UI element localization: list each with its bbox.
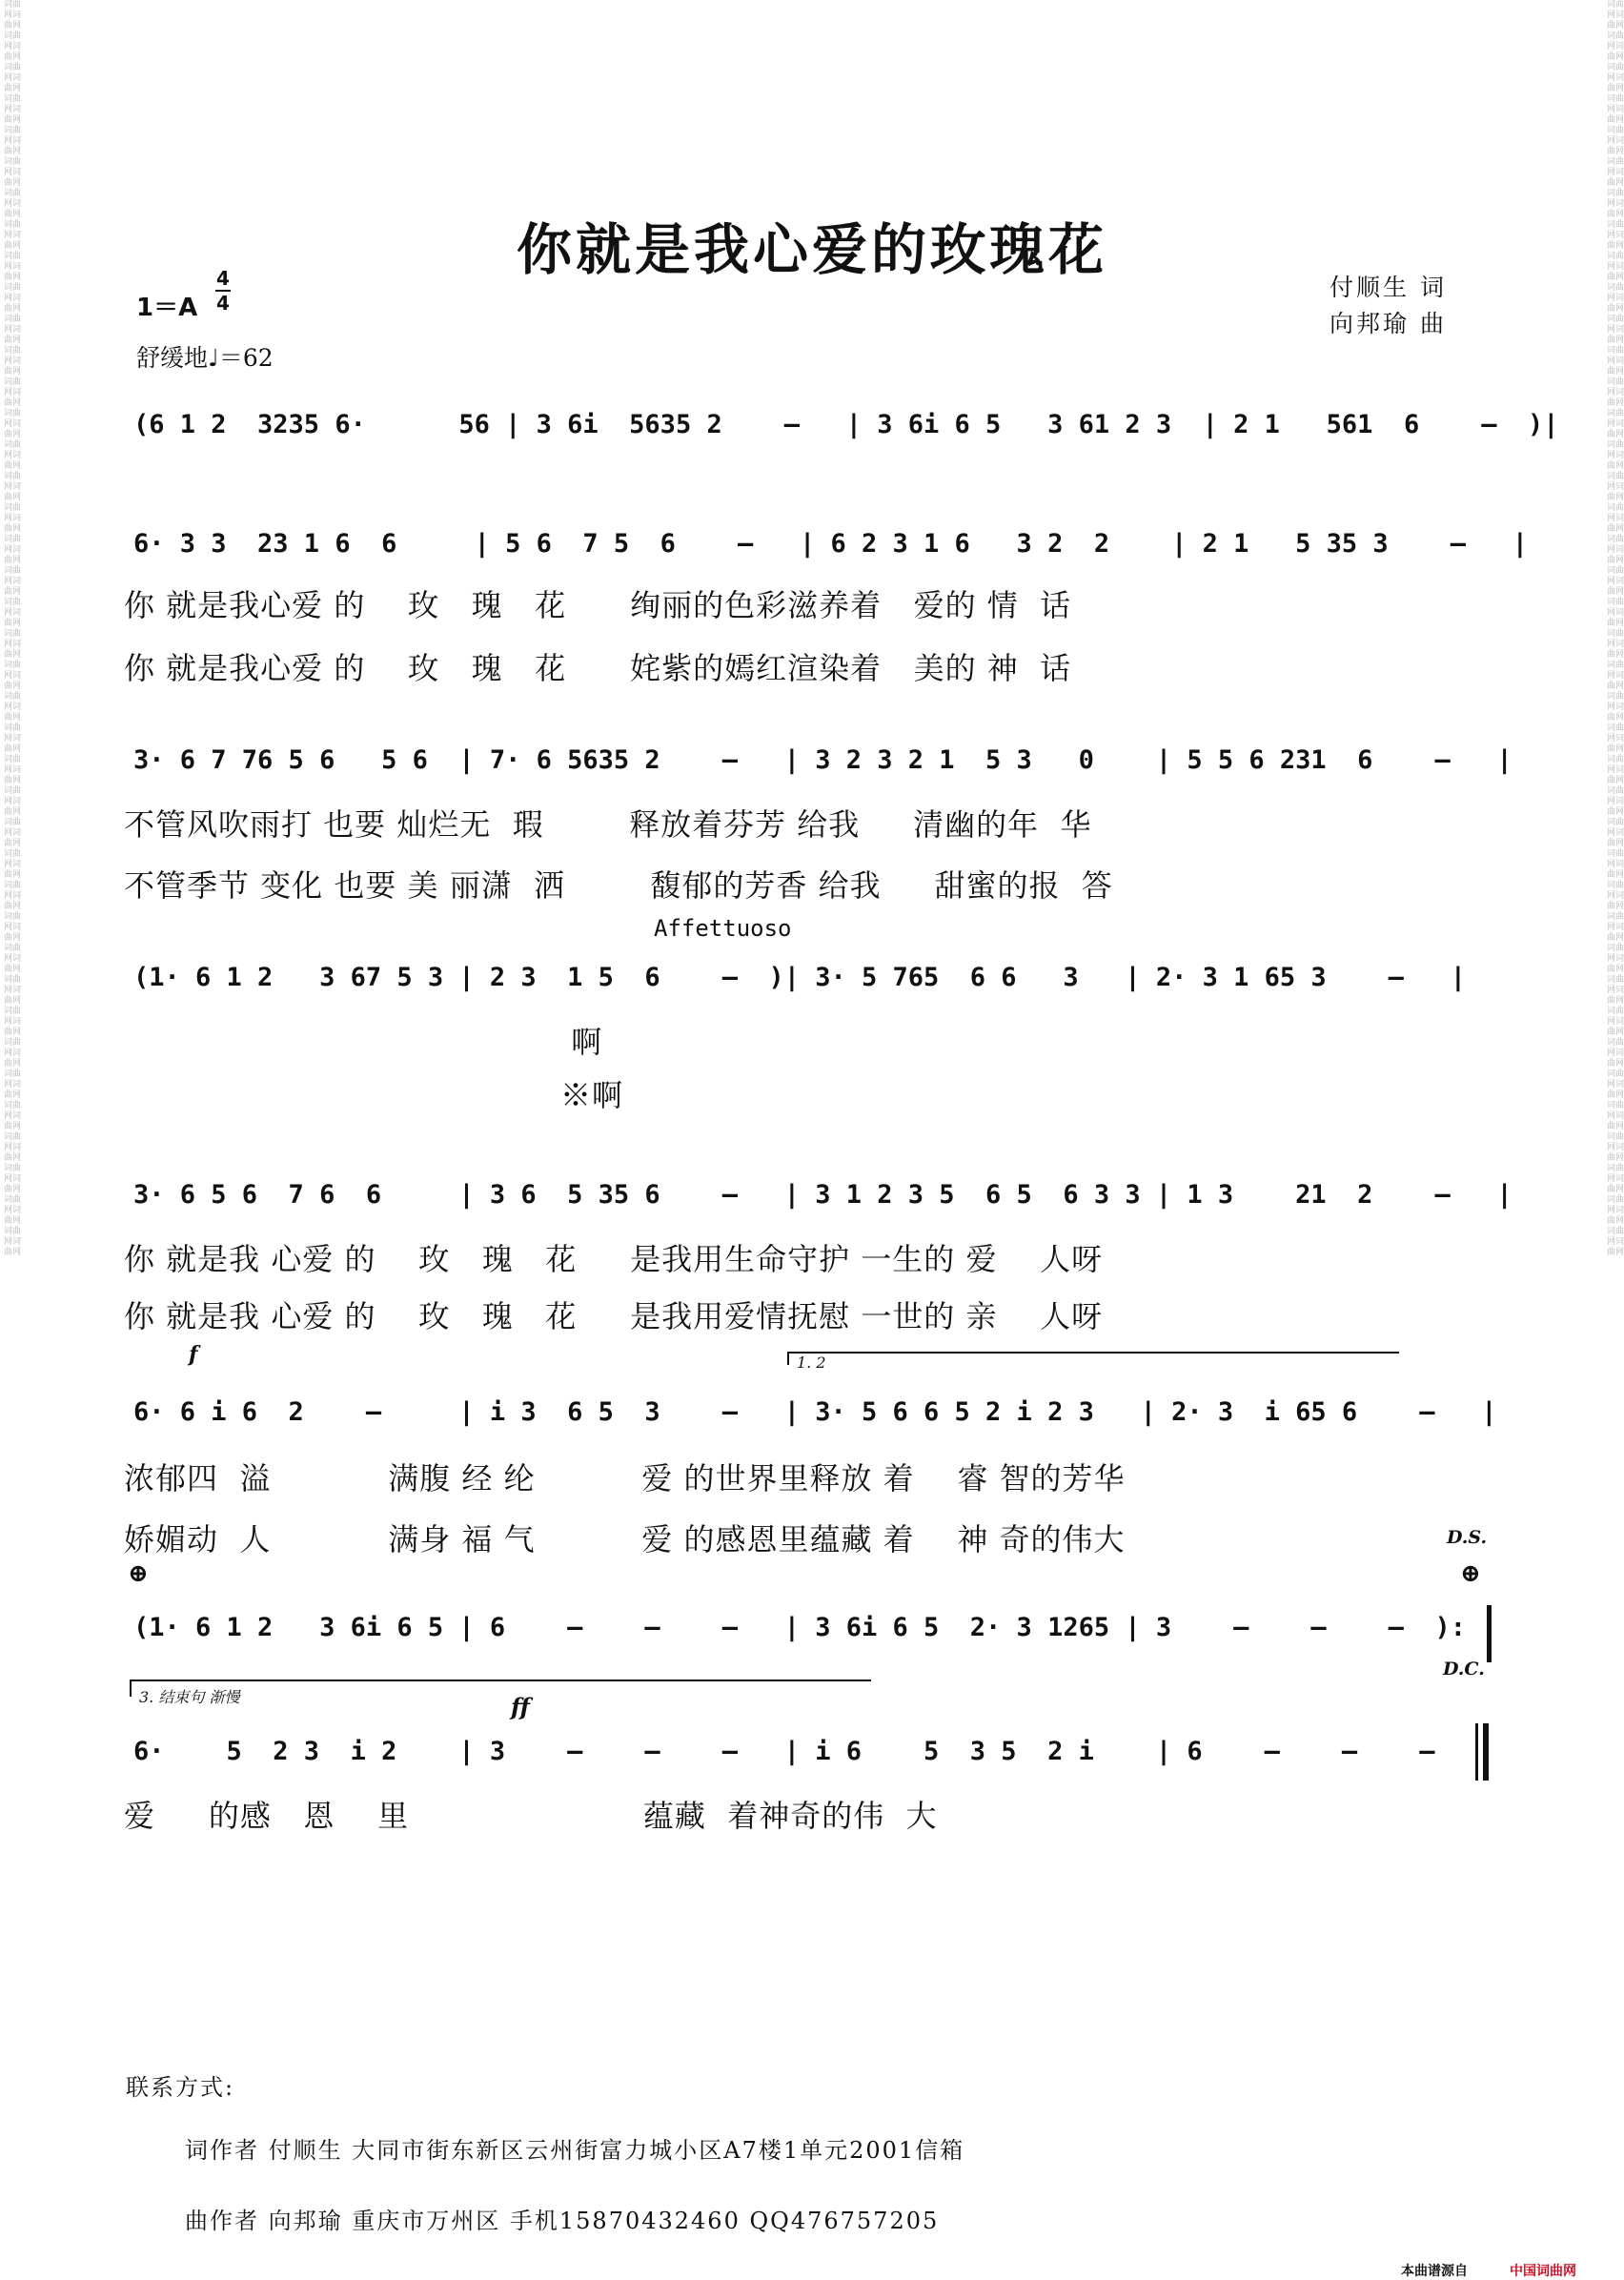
da-capo-marking: D.C. bbox=[1443, 1659, 1485, 1679]
lyric-line-6-verse-1: 浓郁四 溢 满腹 经 纶 爱 的世界里释放 着 睿 智的芳华 bbox=[124, 1460, 1126, 1496]
lyric-line-8: 爱 的感 恩 里 蕴藏 着神奇的伟 大 bbox=[124, 1798, 938, 1834]
watermark-strip-left: 词曲网词曲网词曲网词曲网词曲网词曲网词曲网词曲网词曲网词曲网词曲网词曲网词曲网词曲网词曲网词曲网词曲网词曲网词曲网词曲网词曲网词曲网词曲网词曲网词曲网词曲网词曲网词曲网词曲网词曲网词曲网词曲网词曲网词曲网词曲网词曲网词曲网词曲网词曲网词曲网词曲网词曲网词曲网词曲网词曲网词曲网词曲网词曲网词曲网词曲网词曲网词曲网词曲网词曲网词曲网词曲网词曲网词曲网词曲网词曲网词曲网词曲网词曲网词曲网词曲网词曲网词曲网词曲网词曲网词曲网词曲网词曲网词曲网词曲网词曲网词曲网词曲网词曲网词曲网词曲网 bbox=[4, 0, 21, 1257]
time-signature bbox=[213, 267, 233, 315]
coda-sign-right: ⊕ bbox=[1460, 1559, 1481, 1588]
dynamic-fortissimo: ff bbox=[511, 1693, 530, 1720]
lyric-line-3-verse-1: 不管风吹雨打 也要 灿烂无 瑕 释放着芬芳 给我 清幽的年 华 bbox=[124, 806, 1092, 843]
contact-label: 联系方式: bbox=[126, 2074, 235, 2101]
coda-sign-left: ⊕ bbox=[128, 1559, 149, 1588]
lyric-line-4-verse-1: 啊 bbox=[124, 1024, 603, 1060]
dal-segno-marking: D.S. bbox=[1447, 1527, 1488, 1548]
notation-line-8: 6· 5 2 3 i 2 | 3 – – – | i 6 5 3 5 2 i | 6 – – – bbox=[133, 1737, 1435, 1766]
dynamic-forte: f bbox=[189, 1342, 198, 1367]
lyricist-credit: 付顺生 词 bbox=[1330, 274, 1447, 301]
lyric-line-3-verse-2: 不管季节 变化 也要 美 丽潇 洒 馥郁的芳香 给我 甜蜜的报 答 bbox=[124, 867, 1113, 904]
footer-source-text: 本曲谱源自 bbox=[1401, 2264, 1468, 2279]
lyric-line-4-verse-2: ※啊 bbox=[124, 1077, 624, 1113]
lyric-line-5-verse-2: 你 就是我 心爱 的 玫 瑰 花 是我用爱情抚慰 一世的 亲 人呀 bbox=[124, 1298, 1104, 1334]
score-title: 你就是我心爱的玫瑰花 bbox=[516, 217, 1107, 282]
tempo-text: 舒缓地 bbox=[136, 344, 209, 372]
notation-line-1: (6 1 2 3235 6· 56 | 3 6i 5635 2 – | 3 6i 6 5 3 61 2 3 | 2 1 561 6 – )| bbox=[133, 410, 1559, 439]
final-barline-thin bbox=[1475, 1723, 1478, 1781]
tempo-value: ＝62 bbox=[218, 344, 274, 372]
volta-line-3 bbox=[130, 1679, 871, 1697]
notation-line-4: (1· 6 1 2 3 67 5 3 | 2 3 1 5 6 – )| 3· 5 765 6 6 3 | 2· 3 1 65 3 – | bbox=[133, 963, 1466, 992]
tempo-marking bbox=[136, 339, 274, 374]
contact-lyricist: 词作者 付顺生 大同市街东新区云州街富力城小区A7楼1单元2001信箱 bbox=[185, 2137, 965, 2164]
affettuoso-marking: Affettuoso bbox=[654, 915, 792, 942]
lyric-line-5-verse-1: 你 就是我 心爱 的 玫 瑰 花 是我用生命守护 一生的 爱 人呀 bbox=[124, 1241, 1104, 1277]
volta-line-1-2 bbox=[787, 1352, 1399, 1365]
notation-line-5: 3· 6 5 6 7 6 6 | 3 6 5 35 6 – | 3 1 2 3 5 6 5 6 3 3 | 1 3 21 2 – | bbox=[133, 1180, 1512, 1210]
repeat-end-barline bbox=[1487, 1605, 1492, 1662]
notation-line-7: (1· 6 1 2 3 6i 6 5 | 6 – – – | 3 6i 6 5 2· 3 1265 | 3 – – – ): bbox=[133, 1613, 1466, 1642]
watermark-strip-right: 词曲网词曲网词曲网词曲网词曲网词曲网词曲网词曲网词曲网词曲网词曲网词曲网词曲网词曲网词曲网词曲网词曲网词曲网词曲网词曲网词曲网词曲网词曲网词曲网词曲网词曲网词曲网词曲网词曲网词曲网词曲网词曲网词曲网词曲网词曲网词曲网词曲网词曲网词曲网词曲网词曲网词曲网词曲网词曲网词曲网词曲网词曲网词曲网词曲网词曲网词曲网词曲网词曲网词曲网词曲网词曲网词曲网词曲网词曲网词曲网词曲网词曲网词曲网词曲网词曲网词曲网词曲网词曲网词曲网词曲网词曲网词曲网词曲网词曲网词曲网词曲网词曲网词曲网词曲网词曲网 bbox=[1607, 0, 1624, 1257]
final-barline-thick bbox=[1483, 1723, 1489, 1781]
time-sig-top: 4 bbox=[216, 267, 230, 290]
key-signature: 1＝A bbox=[136, 294, 198, 322]
lyric-line-6-verse-2: 娇媚动 人 满身 福 气 爱 的感恩里蕴藏 着 神 奇的伟大 bbox=[124, 1521, 1126, 1557]
volta-bracket-1-2: 1. 2 bbox=[797, 1354, 826, 1372]
notation-line-6: 6· 6 i 6 2 – | i 3 6 5 3 – | 3· 5 6 6 5 2 i 2 3 | 2· 3 i 65 6 – | bbox=[133, 1397, 1497, 1427]
time-sig-bottom: 4 bbox=[216, 292, 230, 315]
lyric-line-2-verse-2: 你 就是我心爱 的 玫 瑰 花 姹紫的嫣红渲染着 美的 神 话 bbox=[124, 650, 1072, 686]
notation-line-3: 3· 6 7 76 5 6 5 6 | 7· 6 5635 2 – | 3 2 3 2 1 5 3 0 | 5 5 6 231 6 – | bbox=[133, 745, 1512, 775]
lyric-line-2-verse-1: 你 就是我心爱 的 玫 瑰 花 绚丽的色彩滋养着 爱的 情 话 bbox=[124, 587, 1072, 623]
volta-bracket-3-ending: 3. 结束句 渐慢 bbox=[139, 1688, 240, 1706]
quarter-note-icon: ♩ bbox=[208, 344, 219, 372]
contact-composer: 曲作者 向邦瑜 重庆市万州区 手机15870432460 QQ476757205 bbox=[185, 2208, 940, 2234]
composer-credit: 向邦瑜 曲 bbox=[1330, 310, 1447, 337]
notation-line-2: 6· 3 3 23 1 6 6 | 5 6 7 5 6 – | 6 2 3 1 6 3 2 2 | 2 1 5 35 3 – | bbox=[133, 529, 1528, 559]
footer-site-link[interactable]: 中国词曲网 bbox=[1510, 2264, 1576, 2279]
